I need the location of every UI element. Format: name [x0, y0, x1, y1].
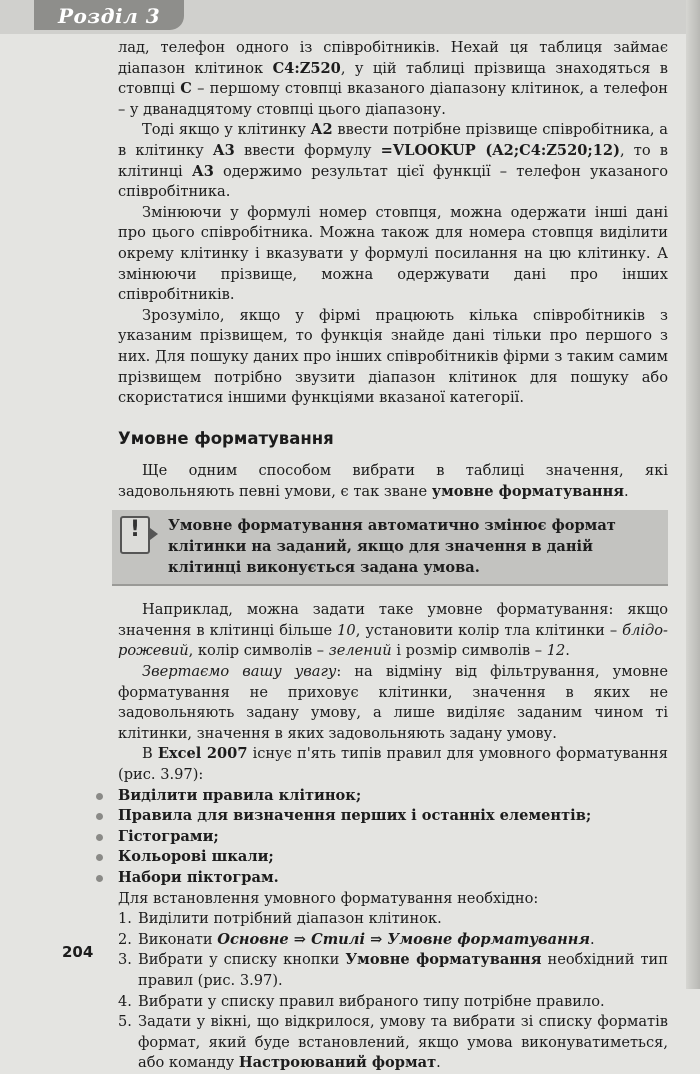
example-paragraph — [118, 600, 668, 662]
note-box — [112, 510, 668, 586]
text-run: одержимо результат цієї функції – телефон указаного співробітника. — [118, 162, 668, 201]
text-run: : на відміну від фільтрування, умовне форматування не приховує клітинки, значення в яких не задовольняють задану умову, а лише виділяє заданим чином ті клітинки, значення в яких задовольняють задану умову. — [118, 663, 668, 742]
step-text: Вибрати у списку правил вибраного типу потрібне правило. — [138, 992, 605, 1010]
text-run: , установити колір тла клітинки – — [355, 621, 623, 639]
step-number: 4. — [118, 992, 132, 1010]
cell-reference: А3 — [191, 162, 214, 180]
step-number: 2. — [118, 930, 132, 948]
command-name: Настроюваний формат — [238, 1054, 437, 1072]
text-run: лад, телефон одного із співробітників. Нехай ця таблиця займає діапазон клітинок — [118, 39, 668, 77]
button-name: Умовне форматування — [345, 951, 542, 969]
step-item — [118, 950, 668, 991]
step-item — [118, 909, 668, 930]
text-run: Наприклад, можна задати таке умовне форматування: якщо значення в клітинці більше — [118, 601, 668, 639]
value: блідо-рожевий — [118, 621, 668, 660]
step-item — [118, 1012, 668, 1074]
text-run: ввести формулу — [234, 141, 381, 159]
text-run: і розмір символів – — [391, 642, 547, 660]
section-intro — [118, 461, 668, 502]
attention-label: Звертаємо вашу увагу — [142, 663, 337, 681]
paragraph-2 — [118, 120, 668, 202]
text-run: . — [565, 642, 570, 660]
list-item: Набори піктограм. — [118, 868, 668, 889]
step-text: Виділити потрібний діапазон клітинок. — [138, 910, 442, 928]
text-run: . — [624, 482, 629, 500]
range-reference: C4:Z520 — [272, 59, 341, 77]
rule-types-list — [118, 786, 668, 889]
step-number: 5. — [118, 1013, 132, 1031]
list-item: Виділити правила клітинок; — [118, 786, 668, 807]
paragraph-4: Зрозуміло, якщо у фірмі працюють кілька співробітників з указаним прізвищем, то функція знайде дані тільки про першого з них. Для пошуку даних про інших співробітників фірми з таким самим прізвищем потрібно звузити діапазон клітинок для пошуку або скористатися іншими функціями вказаної категорії. — [118, 306, 668, 407]
list-item: Кольорові шкали; — [118, 847, 668, 868]
note-text: Умовне форматування автоматично змінює формат клітинки на заданий, якщо для значення в даній клітинці виконується задана умова. — [168, 517, 616, 576]
text-run: , у цій таблиці прізвища знаходяться в стовпці — [118, 59, 668, 98]
paragraph-1 — [118, 38, 668, 120]
cell-reference: А3 — [212, 141, 235, 159]
step-item — [118, 930, 668, 951]
step-text: . — [436, 1054, 441, 1072]
step-text: Виконати — [138, 930, 218, 948]
menu-path: Основне ⇒ Стилі ⇒ Умовне форматування — [217, 930, 590, 948]
text-run: – першому стовпці вказаного діапазону клітинок, а телефон – у дванадцятому стовпці цього діапазону. — [118, 80, 669, 118]
section-heading: Умовне форматування — [118, 428, 334, 448]
text-run: Тоді якщо у клітинку — [142, 121, 311, 139]
text-run: , то в клітинці — [118, 141, 668, 180]
value: 12 — [546, 642, 566, 660]
value: зелений — [328, 642, 392, 660]
value: 10 — [337, 621, 356, 639]
steps-list — [118, 909, 668, 1074]
step-text: . — [589, 930, 595, 948]
step-item — [118, 992, 668, 1013]
page-edge — [686, 0, 700, 989]
text-run: Ще одним способом вибрати в таблиці значення, які задовольняють певні умови, є так зване — [118, 462, 668, 500]
page-content — [118, 38, 668, 1074]
step-number: 3. — [118, 951, 132, 969]
steps-intro: Для встановлення умовного форматування необхідно: — [118, 889, 539, 907]
text-run: , колір символів – — [188, 642, 329, 660]
list-item: Гістограми; — [118, 827, 668, 848]
step-text: необхідний тип правил (рис. 3.97). — [138, 951, 668, 989]
column-reference: С — [180, 80, 192, 98]
excel-paragraph — [118, 744, 668, 785]
text-run: ввести потрібне прізвище співробітника, а в клітинку — [118, 121, 668, 159]
paragraph-3: Змінюючи у формулі номер стовпця, можна одержати інші дані про цього співробітника. Можна також для номера стовпця виділити окрему клітинку і вказувати у формулі посилання на цю клітинку. А змінюючи прізвище, можна одержувати дані про інших співробітників. — [118, 203, 668, 304]
cell-reference: А2 — [310, 121, 333, 139]
text-run: В — [142, 745, 158, 763]
step-text: Вибрати у списку кнопки — [138, 951, 346, 969]
attention-paragraph — [118, 662, 668, 744]
product-name: Excel 2007 — [157, 745, 248, 763]
text-run: існує п'ять типів правил для умовного форматування (рис. 3.97): — [118, 745, 668, 783]
formula: =VLOOKUP (A2;C4:Z520;12) — [380, 141, 620, 159]
exclamation-icon — [120, 516, 150, 554]
step-number: 1. — [118, 910, 132, 928]
step-text: Задати у вікні, що відкрилося, умову та вибрати зі списку форматів формат, який буде встановлений, якщо умова виконуватиметься, або команду — [138, 1013, 668, 1072]
page-number: 204 — [62, 943, 94, 961]
chapter-title: Розділ 3 — [58, 4, 161, 28]
term: умовне форматування — [431, 482, 625, 500]
list-item: Правила для визначення перших і останніх елементів; — [118, 806, 668, 827]
